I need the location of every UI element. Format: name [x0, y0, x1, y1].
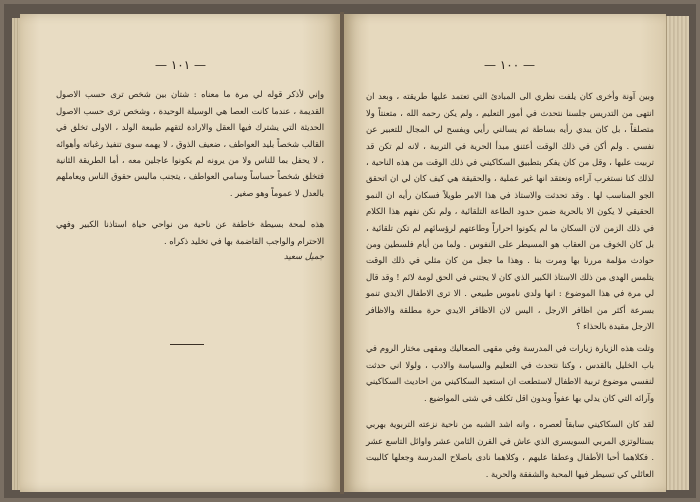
author-signature: جميل سعيد — [283, 252, 324, 262]
right-paragraph-2: وتلت هذه الزيارة زيارات في المدرسة وفي مقهى الصعاليك ومقهى مختار الروم في باب الخليل بالقدس ، وكنا نتحدث في التعليم والسياسة والادب ، ولولا اني حدثت لنفسي موضوع تربية الاطفال لاستطعت ان استعيد السكاكيني من احاديث السكاكيني وآرائه التي كان يدلي بها عفواً وبدون اقل تكلف في شتى المواضيع . — [366, 343, 654, 403]
right-paragraph-1: وبين آونة وأخرى كان يلفت نظري الى المبادئ التي تعتمد عليها طريقته ، وبعد ان انتهى من التدريس جلسنا نتحدث في أمور التعليم ، ولم يكن رحمه الله ، متعنتاً ولا متصلفاً ، بل كان يبدي رأيه بساطة ثم يسالني رأيي ويفسح لي المجال للتعبير عن نفسي . ولم أكن في ذلك الوقت أعتنق مبدأ الحرية في التربية ، لانه لم تكن قد تربيت عليها ، وقل من كان يفكر بتطبيق السكاكيني في ذلك الوقت من هذه الناحية ، لذلك كنا نستغرب آراءه ونعتقد انها غير عملية ، والحقيقة هي كيف كان لي ان اتحقق الجو المناسب لها . وقد تحدثت والاستاذ في هذا الامر طويلاً فسكان رأيه ان النمو الحقيقي لا يكون الا بالحرية ضمن حدود الطاعة التلقائية ، ولم نكن نفهم هذا الكلام في ذلك الزمن لان السكان ما لم يكونوا احراراً وطاعتهم لرؤسائهم لم تكن تلقائية ، بل كان الخوف من العقاب هو المسيطر على النفوس . ولما من أيام فلسطين ومن حوادث مؤلمة مررنا بها ومرت بنا . وهذا ما جعل من كان مثلي في ذلك الوقت يتلمس الهدى من ذلك الاستاذ الكبير الذي كان لا يجتني في الحق لومة لائم ! وقد قال لي مرة في هذا الموضوع : انها ولدي ناموس طبيعي . الا ترى الاطفال الايدي تنمو بسرعة أكثر من اظافر الارجل ، اليس لان الاظافر الايدي حرة مطلقة والاظافر الارجل مقيدة بالحذاء ؟ — [366, 91, 654, 331]
right-paragraph-3: لقد كان السكاكيني سابقاً لعصره ، وانه اشد الشبه من ناحية نزعته التربوية بهربي بستالوتزي المربي السويسري الذي عاش في القرن الثامن عشر واوائل التاسع عشر . فكلاهما أحبا الأطفال وعطفا عليهم ، وكلاهما نادى باصلاح المدرسة وجعلها كالبيت العائلي كي تسيطر فيها المحبة والشفقة والحرية . — [366, 419, 654, 479]
left-page-edges — [12, 18, 20, 490]
page-number-right: — ١٠٠ — — [484, 58, 535, 72]
left-paragraph-2: هذه لمحة بسيطة خاطفة عن ناحية من نواحي حياة استاذنا الكبير وفهي الاحترام والواجب القاضمة بها في تخليد ذكراه . — [56, 219, 324, 246]
left-page — [20, 14, 340, 492]
right-page-edges — [666, 16, 689, 490]
page-number-left: — ١٠١ — — [155, 58, 206, 72]
closing-rule — [170, 344, 204, 345]
open-book — [4, 4, 696, 498]
right-page — [344, 14, 666, 492]
left-paragraph-1: وإني لأذكر قوله لي مرة ما معناه : شتان بين شخص ترى حسب الاصول القديمة ، عندما كانت العصا هي الوسيلة الوحيدة ، وشخص ترى حسب الاصول الحديثة التي يشترك فيها العقل والارادة لتقهم طبيعة الولد ، الاولى تخلق في القالب شخصاً بليد العواطف ، ضعيف الذوق ، لا يهمه سوى تنفيذ رغباته وأهوائه ، لا يحفل بما للناس ولا من يرونه لم يكونوا عاجلين معه ، أما الطريقة الثانية فتخلق شخصاً حساساً وسامي العواطف ، يتجنب ماليس حقوق الناس ويعاملهم بالعدل لا عموماً وهو صغير . — [56, 89, 324, 198]
